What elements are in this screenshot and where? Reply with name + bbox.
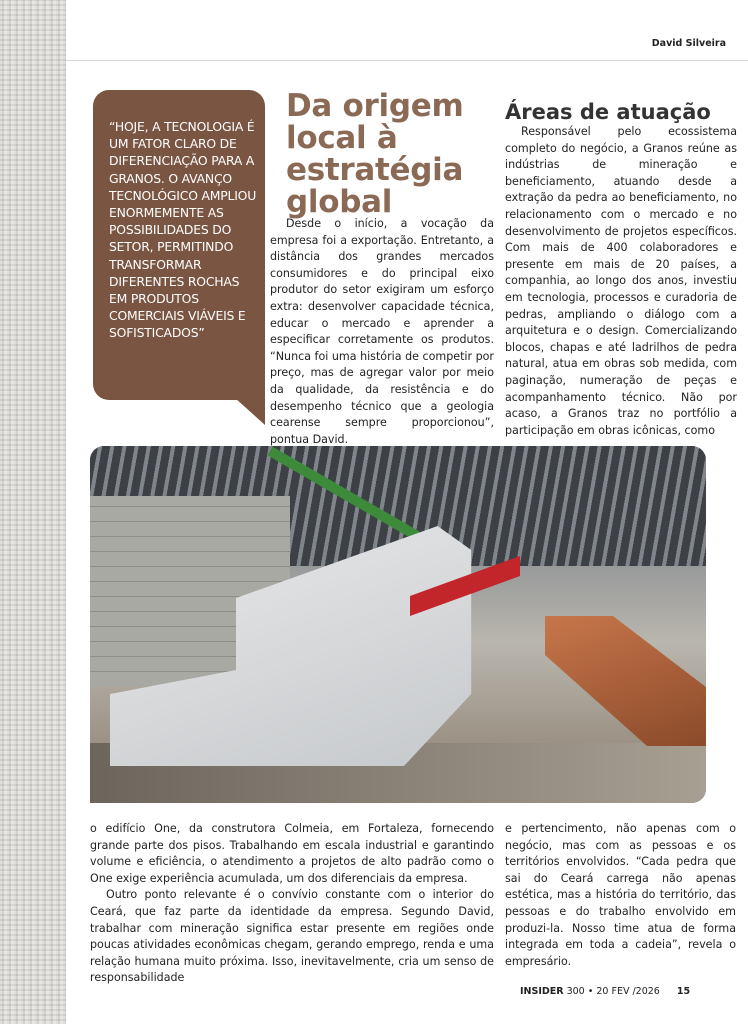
issue-info: 300 • 20 FEV /2026: [566, 986, 660, 997]
pull-quote-tail-point: [235, 398, 265, 425]
magazine-name: INSIDER: [520, 986, 564, 997]
section-title: Áreas de atuação: [505, 100, 711, 124]
article-paragraph: o edifício One, da construtora Colmeia, em Fortaleza, fornecendo grande parte dos pisos. Trabalhando em escala industrial e garantindo volume e eficiência, o atendimento a projetos de alto padrão como o One exige experiência acumulada, um dos diferenciais da empresa.: [90, 822, 494, 885]
article-paragraph: Responsável pelo ecossistema completo do negócio, a Granos reúne as indústrias de mineração e beneficiamento, atuando desde a extração da pedra ao beneficiamento, no relacionamento com o mercado e no desenvolvimento de projetos específicos. Com mais de 400 colaboradores e presente em mais de 20 países, a companhia, ao longo dos anos, investiu em tecnologia, processos e curadoria de pedras, ampliando o diálogo com a arquitetura e o design. Comercializando blocos, chapas e até ladrilhos de pedra natural, atua em obras sob medida, com paginação, numeração de peças e acompanhamento técnico. Não por acaso, a Granos traz no portfólio a participação em obras icônicas, como: [505, 125, 737, 437]
article-bottom-left: [90, 821, 494, 987]
header-author: David Silveira: [651, 38, 726, 49]
photo-stone-slab-bench: [545, 616, 706, 746]
stone-texture-strip: [0, 0, 66, 1024]
article-paragraph: Outro ponto relevante é o convívio constante com o interior do Ceará, que faz parte da identidade da empresa. Segundo David, trabalhar com mineração significa estar presente em regiões onde poucas atividades econômicas chegam, gerando emprego, renda e uma relação humana muito próxima. Isso, inevitavelmente, cria um senso de responsabilidade: [90, 888, 494, 985]
article-title: Da origem local à estratégia global: [286, 88, 464, 220]
page-number: 15: [676, 986, 691, 997]
factory-photo: [90, 446, 706, 803]
header-divider: [66, 60, 748, 61]
article-paragraph: e pertencimento, não apenas com o negócio, mas com as pessoas e os territórios envolvidos. “Cada pedra que sai do Ceará carrega não apenas estética, mas a história do território, das pessoas e do trabalho envolvido em produzi-la. Nosso time atua de forma integrada em toda a cadeia”, revela o empresário.: [505, 822, 736, 968]
pull-quote: “HOJE, A TECNOLOGIA É UM FATOR CLARO DE DIFERENCIAÇÃO PARA A GRANOS. O AVANÇO TECNOLÓGICO AMPLIOU ENORMEMENTE AS POSSIBILIDADES DO SETOR, PERMITINDO TRANSFORMAR DIFERENTES ROCHAS EM PRODUTOS COMERCIAIS VIÁVEIS E SOFISTICADOS”: [93, 90, 265, 400]
article-paragraph: Desde o início, a vocação da empresa foi a exportação. Entretanto, a distância dos grandes mercados consumidores e do principal eixo produtor do setor exigiram um esforço extra: desenvolver capacidade técnica, educar o mercado e aprender a especificar corretamente os produtos. “Nunca foi uma história de competir por preço, mas de agregar valor por meio da qualidade, da resistência e do desempenho técnico que a geologia cearense sempre proporcionou”, pontua David.: [270, 217, 494, 446]
page-footer: [520, 986, 690, 997]
